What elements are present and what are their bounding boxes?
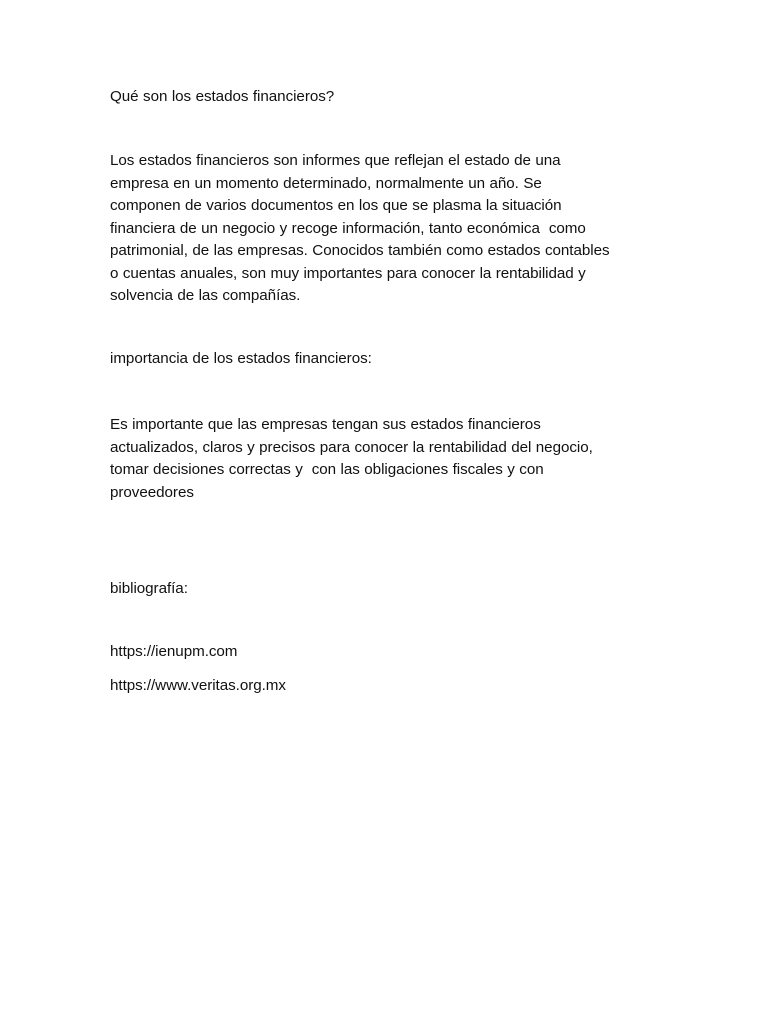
importance-heading: importancia de los estados financieros: [110,350,372,367]
reference-link[interactable]: https://www.veritas.org.mx [110,677,286,694]
bibliography-heading: bibliografía: [110,580,188,597]
importance-paragraph: Es importante que las empresas tengan sus estados financieros actualizados, claros y precisos para conocer la rentabilidad del negocio, tomar decisiones correctas y con las obligaciones fiscales y con proveedores [110,416,593,501]
reference-link[interactable]: https://ienupm.com [110,643,238,660]
question-heading: Qué son los estados financieros? [110,88,335,105]
definition-paragraph: Los estados financieros son informes que reflejan el estado de una empresa en un momento determinado, normalmente un año. Se componen de varios documentos en los que se plasma la situación financiera de un negocio y recoge información, tanto económica como patrimonial, de las empresas. Conocidos también como estados contables o cuentas anuales, son muy importantes para conocer la rentabilidad y solvencia de las compañías. [110,152,610,304]
